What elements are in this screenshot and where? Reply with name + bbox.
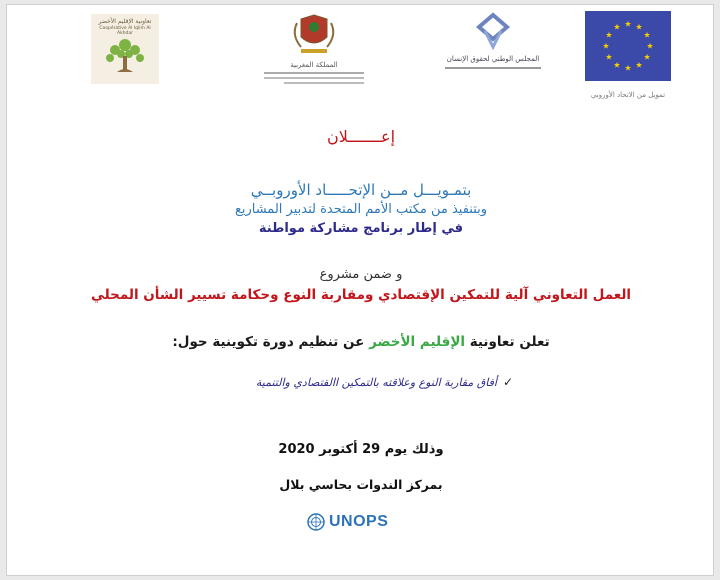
checkmark-icon: ✓ [502, 375, 513, 389]
project-title: العمل التعاوني آلية للتمكين الإقتصادي ومقاربة النوع وحكامة تسيير الشأن المحلي [90, 287, 632, 303]
funding-line: بتمـويـــل مــن الإتحـــــاد الأوروبــي [250, 181, 472, 199]
announcement-heading: إعـــــــلان [326, 127, 396, 146]
un-emblem-icon [307, 513, 325, 531]
unops-wordmark: UNOPS [329, 513, 389, 530]
announcement-page [6, 4, 714, 576]
ministry-caption: المملكة المغربية [290, 61, 338, 69]
event-date: وذلك يوم 29 أكتوبر 2020 [278, 442, 444, 457]
unops-logo [307, 513, 388, 531]
announce-sentence [7, 334, 715, 350]
within-project-label: و ضمن مشروع [319, 267, 403, 282]
eu-caption: تمويل من الاتحاد الأوروبي [590, 91, 666, 99]
tree-icon [91, 36, 159, 80]
eu-logo [585, 11, 671, 99]
cndh-emblem-icon [437, 11, 549, 51]
cndh-caption: المجلس الوطني لحقوق الإنسان [446, 55, 540, 63]
implementation-line: وبتنفيذ من مكتب الأمم المتحدة لتدبير المشاريع [234, 202, 488, 217]
cooperative-name: الإقليم الأخضر [369, 334, 465, 350]
training-topic: أفاق مقاربة النوع وعلاقته بالتمكين االقتصادي والتنمية [255, 375, 497, 389]
cndh-caption-line [445, 67, 541, 69]
ministry-caption-lines [264, 72, 364, 84]
event-place: بمركز الندوات بحاسي بلال [279, 477, 443, 492]
cndh-logo [437, 11, 549, 81]
cooperative-logo [91, 14, 159, 84]
eu-flag-icon [585, 11, 671, 81]
topic-item [256, 375, 513, 389]
moroccan-coat-of-arms-icon [257, 13, 371, 57]
program-line: في إطار برنامج مشاركة مواطنة [258, 221, 464, 236]
announce-suffix: عن تنظيم دورة تكوينية حول: [172, 334, 365, 350]
cooperative-logo-caption: تعاونية الإقليم الأخضر [98, 18, 152, 25]
announce-prefix: تعلن تعاونية [469, 334, 550, 350]
cooperative-logo-subcaption: Coopérative Al Iqlim Al Akhdar [99, 26, 151, 36]
ministry-logo [257, 13, 371, 91]
